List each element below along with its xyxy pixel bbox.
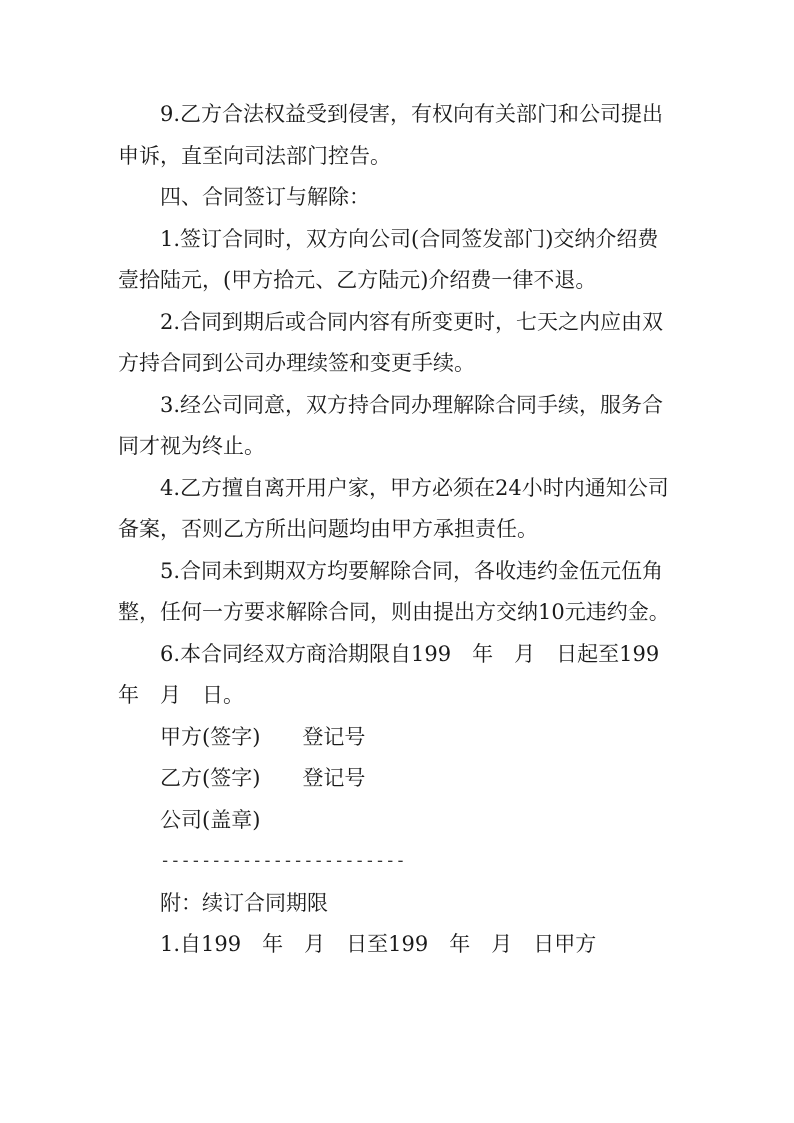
appendix-item-1: 1.自199 年 月 日至199 年 月 日甲方 [160, 932, 597, 956]
section-heading-4: 四、合同签订与解除： [160, 185, 370, 209]
clause-4-1: 1.签订合同时，双方向公司(合同签发部门)交纳介绍费壹拾陆元，(甲方拾元、乙方陆元)介绍费一律不退。 [118, 226, 659, 292]
clause-4-3: 3.经公司同意，双方持合同办理解除合同手续，服务合同才视为终止。 [118, 392, 664, 458]
document-body [118, 94, 681, 966]
clause-4-6: 6.本合同经双方商洽期限自199 年 月 日起至199 年 月 日。 [118, 641, 681, 707]
appendix-title: 附：续订合同期限 [160, 890, 328, 915]
signature-party-a: 甲方(签字) 登记号 [160, 724, 366, 749]
clause-4-5: 5.合同未到期双方均要解除合同，各收违约金伍元伍角整，任何一方要求解除合同，则由提出方交纳10元违约金。 [118, 558, 670, 624]
clause-4-2: 2.合同到期后或合同内容有所变更时，七天之内应由双方持合同到公司办理续签和变更手续。 [118, 309, 664, 375]
company-seal: 公司(盖章) [160, 807, 261, 832]
divider-line: ------------------------ [160, 851, 406, 871]
clause-4-4: 4.乙方擅自离开用户家，甲方必须在24小时内通知公司备案，否则乙方所出问题均由甲方承担责任。 [118, 475, 669, 541]
clause-9: 9.乙方合法权益受到侵害，有权向有关部门和公司提出申诉，直至向司法部门控告。 [118, 102, 664, 168]
signature-party-b: 乙方(签字) 登记号 [160, 766, 366, 790]
